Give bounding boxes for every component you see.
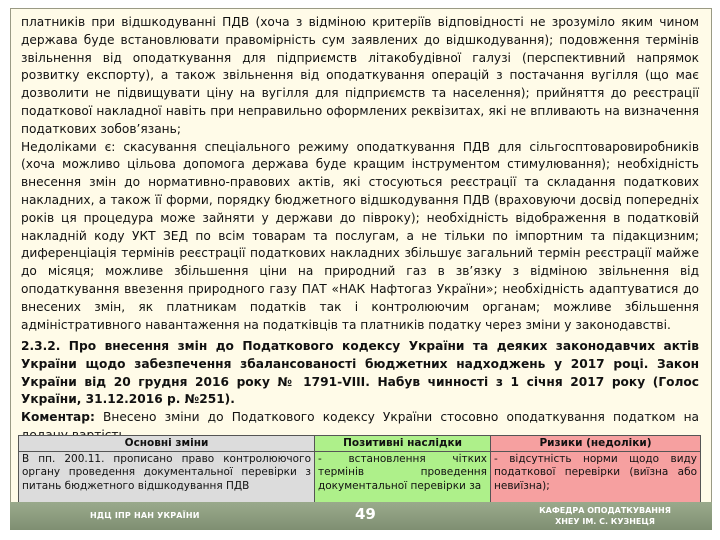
footer-institute: НДЦ ІПР НАН УКРАЇНИ [90, 511, 200, 520]
header-risks: Ризики (недоліки) [491, 436, 701, 452]
paragraph-drawbacks: Недоліками є: скасування спеціального режиму оподаткування ПДВ для сільгосптоваровиробників (хоча можливо цільова допомога держава буде кращим інструментом стимулювання); необхідність внесення змін до нормативно-правових актів, які стосуються реєстрації та складання податкових накладних, а також її форми, порядку бюджетного відшкодування ПДВ (враховуючи досвід попередніх років ця процедура може зайняти у держави до півроку); необхідність відображення в податковій накладній коду УКТ ЗЕД по всім товарам та послугам, а не тільки по імпортним та підакцизним; диференціація термінів реєстрації податкових накладних збільшує загальний термін реєстрації майже до місяця; можливе збільшення ціни на природний газ в зв’язку з відміною звільнення від оподаткування ввезення природного газу ПАТ «НАК Нафтогаз України»; необхідність адаптуватися до внесених змін, як платникам податків так і контролюючим органам; можливе збільшення адміністративного навантаження на податківців та платників податку через зміни у законодавстві. [21, 139, 699, 332]
section-block [21, 338, 699, 445]
header-positive-consequences: Позитивні наслідки [315, 436, 491, 452]
table-header-row [19, 436, 701, 452]
changes-table [18, 435, 701, 503]
table-row [19, 452, 701, 503]
cell-positive: - встановлення чітких термінів проведення документальної перевірки за [315, 452, 491, 503]
page-number: 49 [355, 505, 376, 523]
comment-label: Коментар: [21, 410, 95, 425]
footer-bar [10, 502, 712, 530]
cell-main-change: В пп. 200.11. прописано право контролюючого органу проведення документальної перевірки з питань бюджетного відшкодування ПДВ [19, 452, 315, 503]
header-main-changes: Основні зміни [19, 436, 315, 452]
footer-department-line2: ХНЕУ ІМ. С. КУЗНЕЦЯ [555, 517, 655, 526]
paragraph-vat-benefits: платників при відшкодуванні ПДВ (хоча з відміною критеріїв відповідності не зрозуміло яким чином держава буде встановлювати правомірність сум заявлених до відшкодування); подовження термінів звільнення від оподаткування для підприємств літакобудівної галузі (перспективний напрямок розвитку експорту), а також звільнення від оподаткування операцій з постачання вугілля (що має дозволити не підвищувати ціну на вугілля для підприємств та населення); прийняття до реєстрації податкової накладної навіть при неправильно оформлених реквізитах, які не впливають на визначення податкових зобов’язань; [21, 15, 699, 136]
footer-department [530, 505, 680, 527]
comment-text: Внесено зміни до Податкового кодексу України стосовно оподаткування податком на [103, 410, 699, 425]
footer-department-line1: КАФЕДРА ОПОДАТКУВАННЯ [539, 506, 671, 515]
body-text [21, 14, 699, 334]
section-heading: 2.3.2. Про внесення змін до Податкового кодексу України та деяких законодавчих актів України щодо забезпечення збалансованості бюджетних надходжень у 2017 році. Закон України від 20 грудня 2016 року № 1791-VIII. Набув чинності з 1 січня 2017 року (Голос України, 31.12.2016 р. №251). [21, 339, 699, 407]
cell-risk: - відсутність норми щодо виду податкової перевірки (виїзна або невиїзна); [491, 452, 701, 503]
